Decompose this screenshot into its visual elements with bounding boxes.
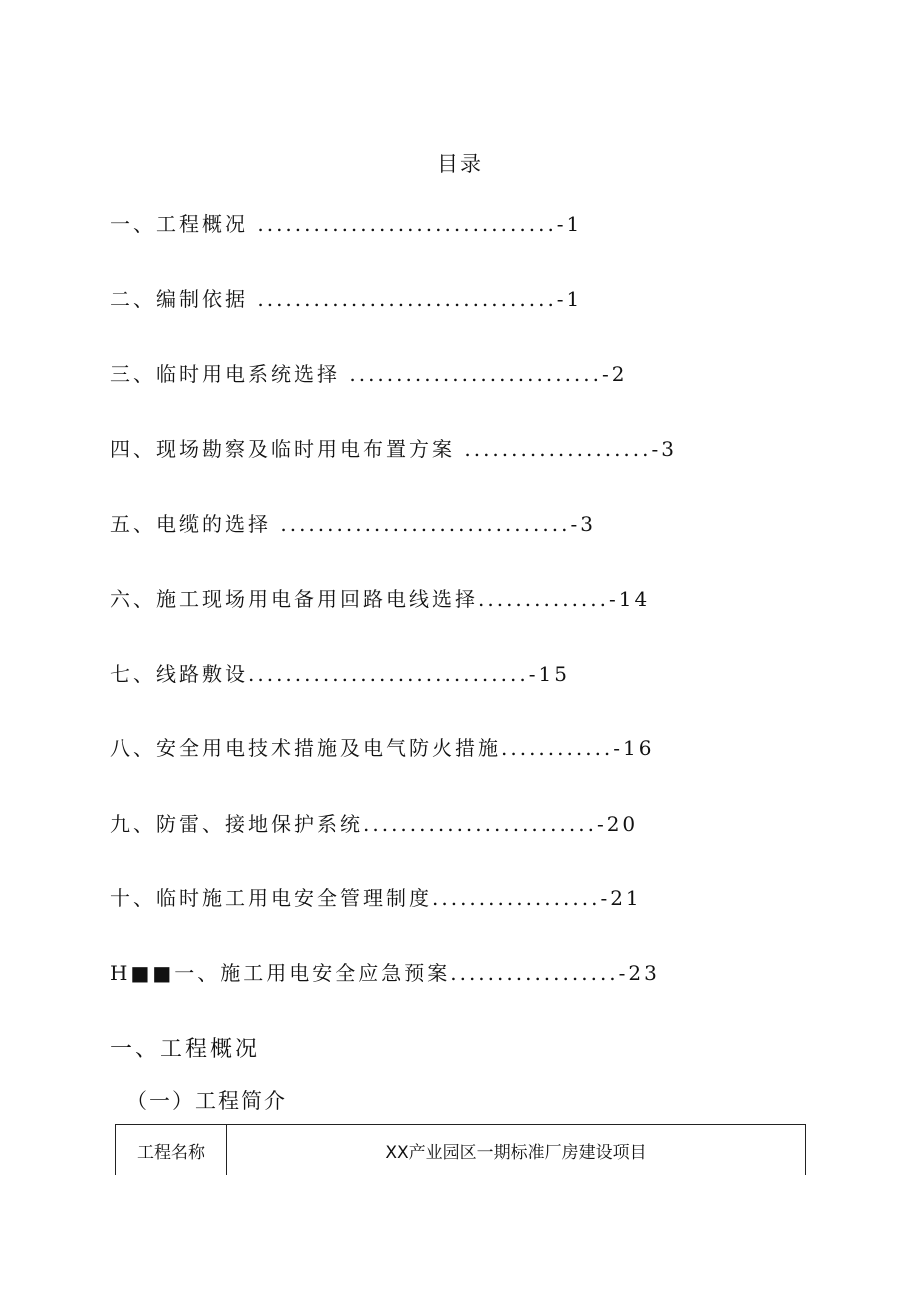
toc-entry-leader: ............................... xyxy=(271,512,571,536)
toc-entry-page: -20 xyxy=(596,812,639,836)
toc-entry[interactable] xyxy=(110,283,582,315)
toc-entry[interactable] xyxy=(110,882,642,914)
toc-entry-page: -16 xyxy=(613,736,655,760)
toc-entry-label: 八、安全用电技术措施及电气防火措施 xyxy=(110,736,501,760)
toc-entry-page: -21 xyxy=(600,886,642,910)
toc-entry-leader: ............ xyxy=(501,736,614,760)
toc-entry-leader: .................... xyxy=(455,437,652,461)
toc-entry[interactable] xyxy=(110,808,638,840)
toc-title: 目录 xyxy=(437,152,483,176)
toc-entry-label: 一、工程概况 xyxy=(110,212,248,236)
toc-entry-leader: .................. xyxy=(450,961,619,985)
toc-entry-page: -23 xyxy=(618,961,660,985)
subsection-heading: （一）工程简介 xyxy=(126,1089,287,1113)
toc-entry-page: -14 xyxy=(609,587,651,611)
toc-entry-label: H■■一、施工用电安全应急预案 xyxy=(110,961,451,985)
toc-entry-label: 十、临时施工用电安全管理制度 xyxy=(110,886,432,910)
toc-entry-label: 二、编制依据 xyxy=(110,287,248,311)
toc-entry[interactable] xyxy=(110,508,596,540)
toc-entry-page: -1 xyxy=(556,212,583,236)
toc-entry[interactable] xyxy=(110,658,570,690)
toc-entry-label: 六、施工现场用电备用回路电线选择 xyxy=(110,587,478,611)
toc-entry-leader: ........................... xyxy=(340,362,603,386)
toc-entry[interactable] xyxy=(110,583,650,615)
toc-entry[interactable] xyxy=(110,358,628,390)
toc-entry-leader: ................................ xyxy=(248,212,557,236)
toc-entry-leader: ......................... xyxy=(363,812,597,836)
toc-entry[interactable] xyxy=(110,732,655,764)
toc-entry-leader: .............. xyxy=(478,587,610,611)
table-cell-value: XX产业园区一期标准厂房建设项目 xyxy=(227,1125,806,1176)
toc-entry-label: 九、防雷、接地保护系统 xyxy=(110,812,363,836)
section-heading: 一、工程概况 xyxy=(110,1037,261,1062)
toc-entry-page: -1 xyxy=(556,287,583,311)
table-row xyxy=(116,1125,806,1176)
toc-entry[interactable] xyxy=(110,208,582,240)
toc-entry-leader: .................. xyxy=(432,886,601,910)
toc-entry-label: 七、线路敷设 xyxy=(110,662,248,686)
toc-entry-page: -2 xyxy=(602,362,628,386)
toc-entry[interactable] xyxy=(110,433,677,465)
toc-entry-label: 五、电缆的选择 xyxy=(110,512,271,536)
toc-entry-label: 四、现场勘察及临时用电布置方案 xyxy=(110,437,455,461)
toc-entry-label: 三、临时用电系统选择 xyxy=(110,362,340,386)
toc-entry[interactable] xyxy=(110,957,660,989)
toc-entry-leader: ................................ xyxy=(248,287,557,311)
project-info-table xyxy=(115,1124,806,1175)
toc-entry-page: -3 xyxy=(651,437,677,461)
toc-entry-leader: .............................. xyxy=(248,662,529,686)
table-cell-label: 工程名称 xyxy=(116,1125,227,1176)
toc-entry-page: -15 xyxy=(528,662,570,686)
toc-entry-page: -3 xyxy=(570,512,596,536)
